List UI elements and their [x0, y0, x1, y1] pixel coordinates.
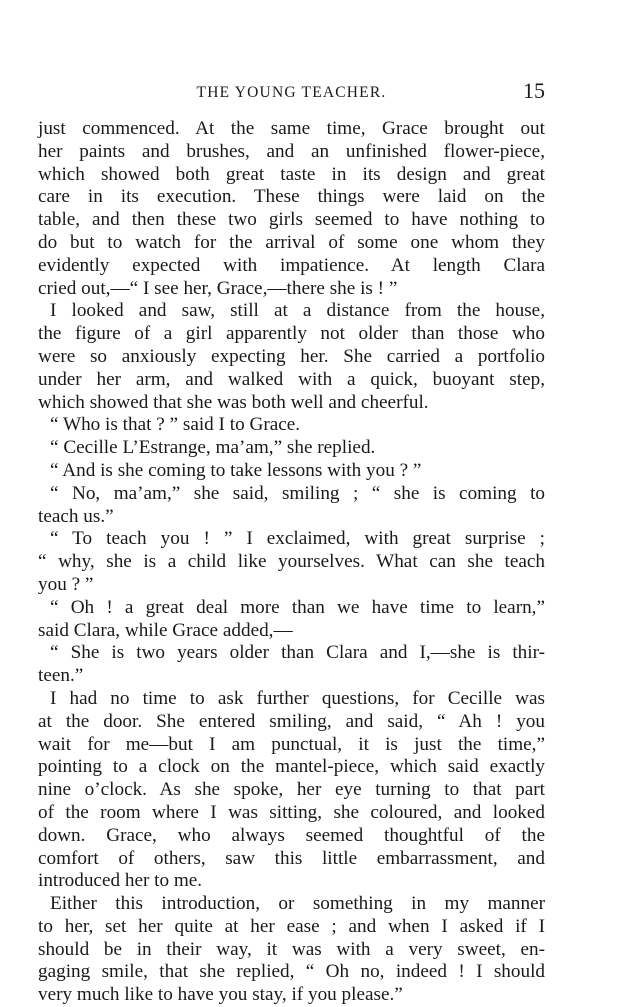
text-line: were so anxiously expecting her. She carried a portfolio: [38, 345, 545, 367]
text-line: “ Cecille L’Estrange, ma’am,” she replied.: [50, 437, 376, 459]
text-line: teach us.”: [38, 505, 114, 527]
text-line: pointing to a clock on the mantel-piece, which said exactly: [38, 756, 545, 778]
text-line: “ why, she is a child like yourselves. What can she teach: [38, 551, 545, 573]
text-line: cried out,—“ I see her, Grace,—there she is ! ”: [38, 277, 398, 299]
text-line: to her, set her quite at her ease ; and when I asked if I: [38, 915, 545, 937]
text-line: under her arm, and walked with a quick, buoyant step,: [38, 368, 545, 390]
page-number: 15: [523, 78, 545, 103]
text-line: should be in their way, it was with a very sweet, en-: [38, 938, 545, 960]
text-line: very much like to have you stay, if you please.”: [38, 984, 403, 1006]
text-line: you ? ”: [38, 573, 94, 595]
text-line: of the room where I was sitting, she coloured, and looked: [38, 801, 545, 823]
text-line: just commenced. At the same time, Grace brought out: [38, 118, 545, 139]
text-line: I looked and saw, still at a distance from the house,: [50, 300, 545, 322]
text-line: down. Grace, who always seemed thoughtful of the: [38, 824, 545, 846]
text-line: at the door. She entered smiling, and said, “ Ah ! you: [38, 710, 545, 732]
text-line: the figure of a girl apparently not older than those who: [38, 323, 545, 345]
text-line: do but to watch for the arrival of some one whom they: [38, 231, 545, 253]
text-line: “ To teach you ! ” I exclaimed, with great surprise ;: [50, 528, 545, 550]
text-line: table, and then these two girls seemed to have nothing to: [38, 209, 545, 231]
running-title: THE YOUNG TEACHER.: [196, 84, 387, 101]
text-line: Either this introduction, or something in my manner: [50, 893, 545, 915]
running-head: [38, 78, 545, 104]
text-line: care in its execution. These things were laid on the: [38, 186, 545, 208]
body-text: [38, 118, 545, 1007]
text-line: wait for me—but I am punctual, it is just the time,”: [38, 733, 545, 755]
text-line: “ She is two years older than Clara and I,—she is thir-: [50, 642, 545, 664]
text-line: her paints and brushes, and an unfinished flower-piece,: [38, 140, 545, 162]
text-line: which showed both great taste in its design and great: [38, 163, 545, 185]
text-line: “ Oh ! a great deal more than we have time to learn,”: [50, 596, 545, 618]
text-line: I had no time to ask further questions, for Cecille was: [50, 687, 545, 709]
text-line: introduced her to me.: [38, 870, 203, 892]
text-line: which showed that she was both well and cheerful.: [38, 391, 429, 413]
text-line: “ No, ma’am,” she said, smiling ; “ she is coming to: [50, 482, 545, 504]
text-line: “ Who is that ? ” said I to Grace.: [50, 414, 301, 436]
text-line: comfort of others, saw this little embarrassment, and: [38, 847, 545, 869]
text-line: said Clara, while Grace added,—: [38, 619, 293, 641]
text-line: evidently expected with impatience. At length Clara: [38, 254, 545, 276]
text-line: gaging smile, that she replied, “ Oh no, indeed ! I should: [38, 961, 545, 983]
text-line: teen.”: [38, 665, 84, 687]
text-line: “ And is she coming to take lessons with you ? ”: [50, 459, 422, 481]
text-line: nine o’clock. As she spoke, her eye turning to that part: [38, 779, 545, 801]
